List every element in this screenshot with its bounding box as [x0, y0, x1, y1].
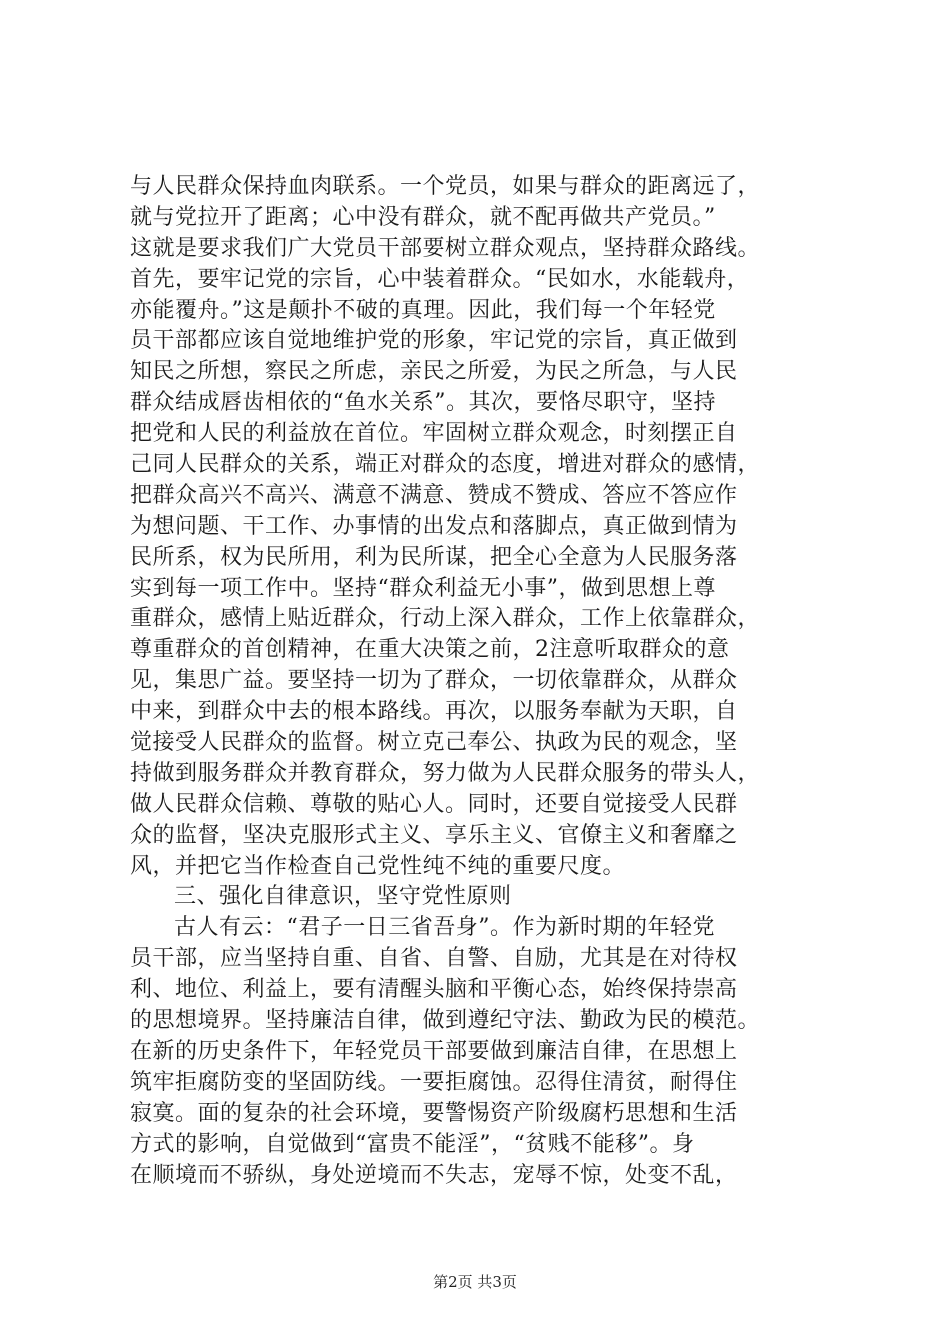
paragraph-line: 员干部，应当坚持自重、自省、自警、自励，尤其是在对待权 — [130, 946, 738, 972]
paragraph-line: 实到每一项工作中。坚持“群众利益无小事”，做到思想上尊 — [130, 575, 716, 601]
paragraph-line: 亦能覆舟。”这是颠扑不破的真理。因此，我们每一个年轻党 — [130, 297, 716, 323]
paragraph-line: 在顺境而不骄纵，身处逆境而不失志，宠辱不惊，处变不乱， — [130, 1162, 738, 1188]
paragraph-line: 筑牢拒腐防变的坚固防线。一要拒腐蚀。忍得住清贫，耐得住 — [130, 1069, 738, 1095]
paragraph-line: 的思想境界。坚持廉洁自律，做到遵纪守法、勤政为民的模范。 — [130, 1008, 761, 1034]
paragraph-line: 为想问题、干工作、办事情的出发点和落脚点，真正做到情为 — [130, 513, 738, 539]
paragraph-line: 尊重群众的首创精神，在重大决策之前，2注意听取群众的意 — [130, 637, 730, 663]
paragraph-line: 员干部都应该自觉地维护党的形象，牢记党的宗旨，真正做到 — [130, 328, 738, 354]
paragraph-line: 把群众高兴不高兴、满意不满意、赞成不赞成、答应不答应作 — [130, 482, 738, 508]
paragraph-line: 民所系，权为民所用，利为民所谋，把全心全意为人民服务落 — [130, 544, 738, 570]
paragraph-line: 做人民群众信赖、尊敬的贴心人。同时，还要自觉接受人民群 — [130, 791, 738, 817]
paragraph-line-indented: 三、强化自律意识，坚守党性原则 — [174, 884, 512, 910]
page-footer: 第2页 共3页 — [433, 1273, 517, 1291]
paragraph-line: 中来，到群众中去的根本路线。再次，以服务奉献为天职，自 — [130, 699, 738, 725]
paragraph-line: 寂寞。面的复杂的社会环境，要警惕资产阶级腐朽思想和生活 — [130, 1100, 738, 1126]
paragraph-line: 持做到服务群众并教育群众，努力做为人民群众服务的带头人， — [130, 760, 761, 786]
paragraph-line: 己同人民群众的关系，端正对群众的态度，增进对群众的感情， — [130, 452, 761, 478]
paragraph-line-indented: 古人有云：“君子一日三省吾身”。作为新时期的年轻党 — [174, 915, 715, 941]
paragraph-line: 群众结成唇齿相依的“鱼水关系”。其次，要恪尽职守，坚持 — [130, 390, 716, 416]
paragraph-line: 与人民群众保持血肉联系。一个党员，如果与群众的距离远了， — [130, 174, 761, 199]
paragraph-line: 风，并把它当作检查自己党性纯不纯的重要尺度。 — [130, 853, 626, 879]
paragraph-line: 众的监督，坚决克服形式主义、享乐主义、官僚主义和奢靡之 — [130, 822, 738, 848]
paragraph-line: 觉接受人民群众的监督。树立克己奉公、执政为民的观念，坚 — [130, 730, 738, 756]
paragraph-line: 在新的历史条件下，年轻党员干部要做到廉洁自律，在思想上 — [130, 1038, 738, 1064]
paragraph-line: 就与党拉开了距离；心中没有群众，就不配再做共产党员。” — [130, 204, 716, 230]
paragraph-line: 这就是要求我们广大党员干部要树立群众观点，坚持群众路线。 — [130, 235, 761, 261]
paragraph-line: 方式的影响，自觉做到“富贵不能淫”，“贫贱不能移”。身 — [130, 1131, 695, 1157]
body-text — [130, 172, 830, 1191]
paragraph-line: 利、地位、利益上，要有清醒头脑和平衡心态，始终保持崇高 — [130, 977, 738, 1003]
paragraph-line: 首先，要牢记党的宗旨，心中装着群众。“民如水，水能载舟， — [130, 266, 750, 292]
paragraph-line: 重群众，感情上贴近群众，行动上深入群众，工作上依靠群众， — [130, 606, 761, 632]
paragraph-line: 见，集思广益。要坚持一切为了群众，一切依靠群众，从群众 — [130, 668, 738, 694]
paragraph-line: 知民之所想，察民之所虑，亲民之所爱，为民之所急，与人民 — [130, 359, 738, 385]
paragraph-line: 把党和人民的利益放在首位。牢固树立群众观念，时刻摆正自 — [130, 421, 738, 447]
